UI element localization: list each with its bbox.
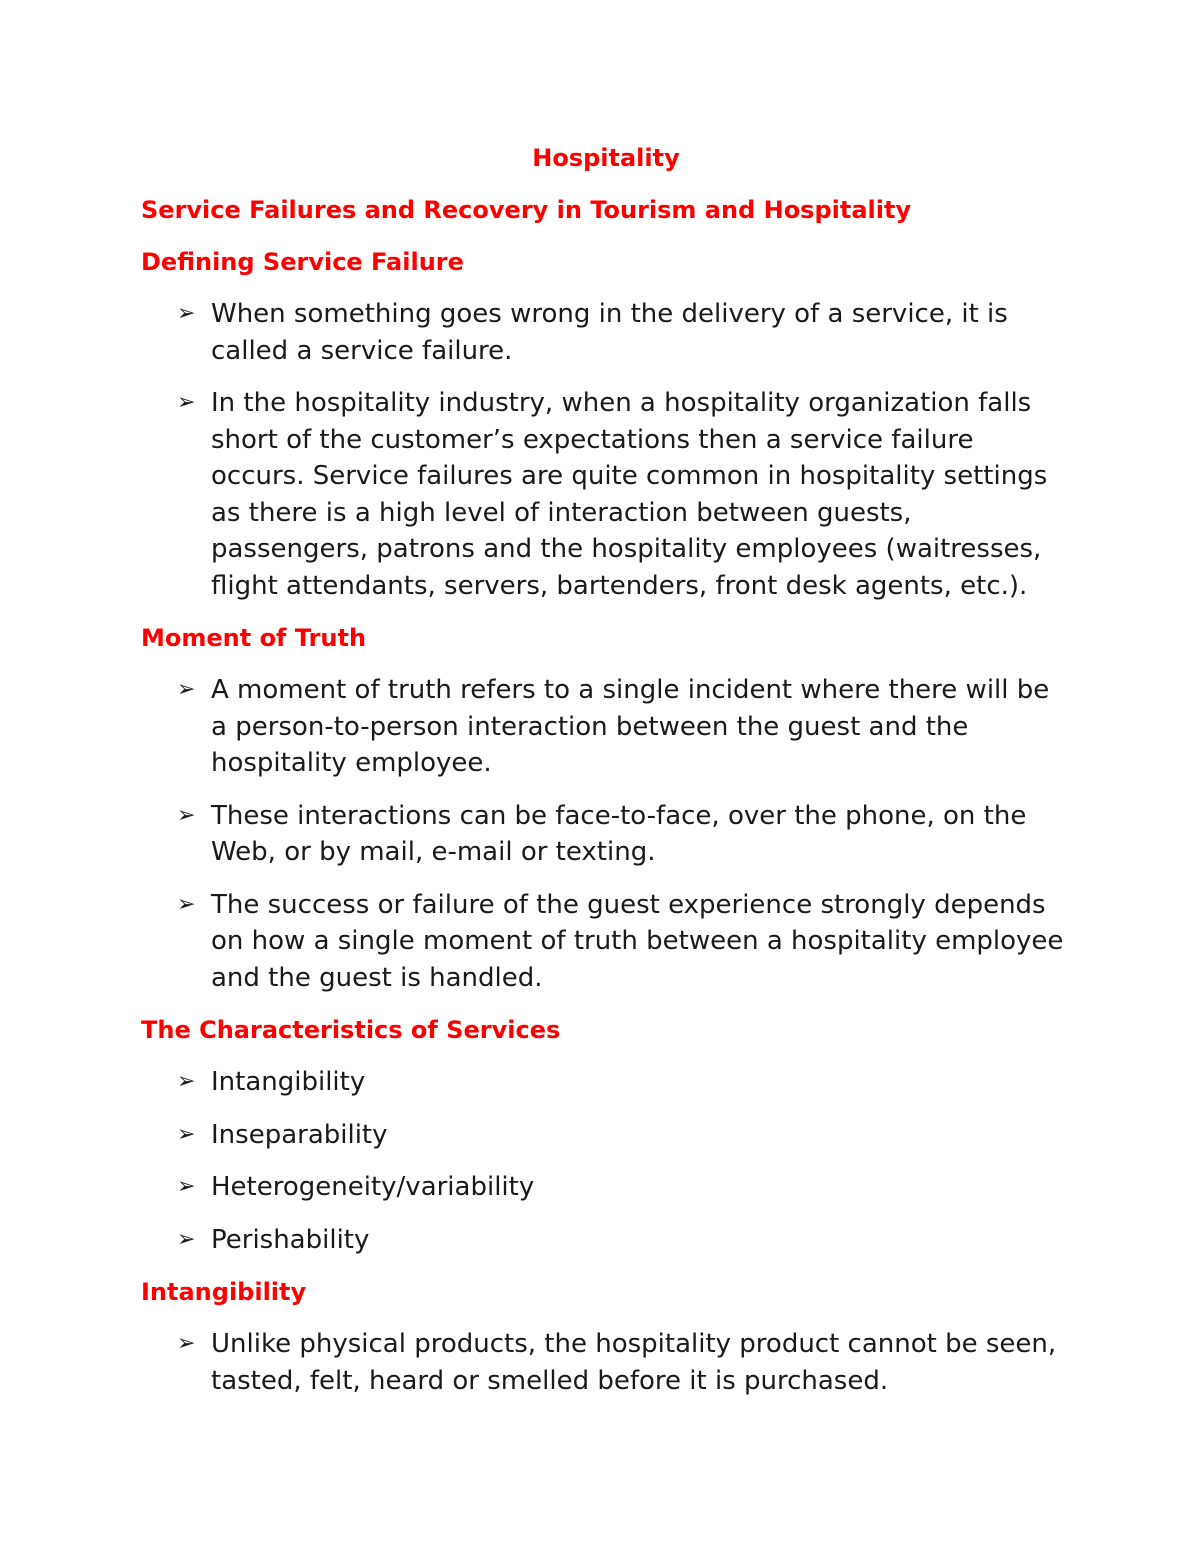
bullet-list bbox=[141, 1064, 1071, 1258]
arrow-bullet-icon: ➢ bbox=[177, 1331, 196, 1356]
section-heading: The Characteristics of Services bbox=[141, 1016, 561, 1044]
list-item-text: Perishability bbox=[211, 1224, 370, 1255]
bullet-list bbox=[141, 1326, 1071, 1399]
section-heading: Defining Service Failure bbox=[141, 248, 464, 276]
arrow-bullet-icon: ➢ bbox=[177, 301, 196, 326]
arrow-bullet-icon: ➢ bbox=[177, 1069, 196, 1094]
list-item bbox=[141, 887, 1071, 997]
arrow-bullet-icon: ➢ bbox=[177, 891, 196, 917]
list-item bbox=[141, 1326, 1071, 1399]
list-item-text: These interactions can be face-to-face, over the phone, on the Web, or by mail, e-mail or texting. bbox=[211, 800, 1027, 867]
section-characteristics-of-services bbox=[141, 1012, 1071, 1258]
section-heading: Moment of Truth bbox=[141, 624, 367, 652]
list-item-text: Unlike physical products, the hospitality product cannot be seen, tasted, felt, heard or smelled before it is purchased. bbox=[211, 1329, 1057, 1396]
list-item-text: Heterogeneity/variability bbox=[211, 1172, 535, 1202]
document-subtitle: Service Failures and Recovery in Tourism and Hospitality bbox=[141, 196, 912, 224]
list-item bbox=[141, 385, 1071, 604]
section-moment-of-truth bbox=[141, 620, 1071, 996]
list-item bbox=[141, 1117, 1071, 1154]
list-item-text: Intangibility bbox=[211, 1067, 366, 1097]
document-title: Hospitality bbox=[532, 144, 680, 172]
arrow-bullet-icon: ➢ bbox=[177, 677, 196, 702]
list-item-text: A moment of truth refers to a single incident where there will be a person-to-person interaction between the guest and the hospitality employee. bbox=[211, 675, 1050, 778]
list-item-text: Inseparability bbox=[211, 1119, 388, 1150]
list-item-text: The success or failure of the guest experience strongly depends on how a single moment of truth between a hospitality employee and the guest is handled. bbox=[211, 889, 1064, 993]
arrow-bullet-icon: ➢ bbox=[177, 802, 196, 828]
arrow-bullet-icon: ➢ bbox=[177, 1121, 196, 1147]
list-item-text: In the hospitality industry, when a hospitality organization falls short of the customer’s expectations then a service failure occurs. Service failures are quite common in hospitality settings as there is a high level of interaction between guests, passengers, patrons and the hospitality employees (waitresses, flight attendants, servers, bartenders, front desk agents, etc.). bbox=[211, 388, 1048, 601]
arrow-bullet-icon: ➢ bbox=[177, 1174, 196, 1199]
list-item-text: When something goes wrong in the delivery of a service, it is called a service failure. bbox=[211, 299, 1008, 366]
list-item bbox=[141, 672, 1071, 782]
list-item bbox=[141, 798, 1071, 871]
section-defining-service-failure bbox=[141, 244, 1071, 604]
bullet-list bbox=[141, 296, 1071, 604]
list-item bbox=[141, 1222, 1071, 1259]
arrow-bullet-icon: ➢ bbox=[177, 1226, 196, 1252]
section-heading: Intangibility bbox=[141, 1278, 307, 1306]
bullet-list bbox=[141, 672, 1071, 996]
document-page bbox=[141, 140, 1071, 1415]
section-intangibility bbox=[141, 1274, 1071, 1399]
list-item bbox=[141, 1064, 1071, 1101]
list-item bbox=[141, 296, 1071, 369]
arrow-bullet-icon: ➢ bbox=[177, 390, 196, 415]
list-item bbox=[141, 1169, 1071, 1206]
